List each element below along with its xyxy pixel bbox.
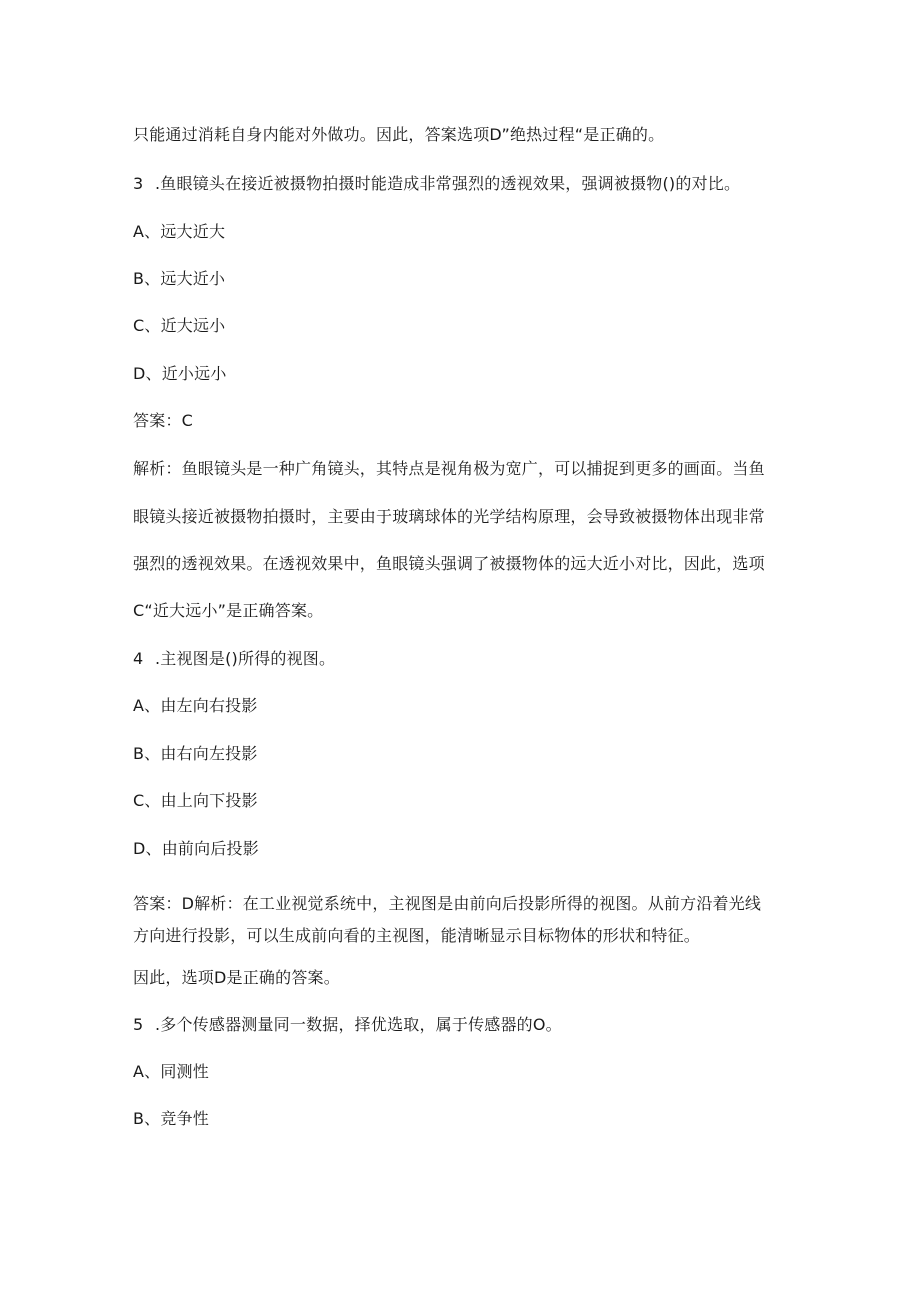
option-c: C、由上向下投影 bbox=[133, 791, 258, 810]
question-number: 5 bbox=[133, 1015, 144, 1034]
option-a: A、远大近大 bbox=[133, 222, 226, 241]
question-stem: .主视图是()所得的视图。 bbox=[155, 649, 336, 668]
option-b: B、竞争性 bbox=[133, 1109, 209, 1128]
question-stem: .鱼眼镜头在接近被摄物拍摄时能造成非常强烈的透视效果，强调被摄物()的对比。 bbox=[155, 174, 741, 193]
option-d: D、由前向后投影 bbox=[133, 839, 259, 858]
answer: 答案：C bbox=[133, 411, 193, 430]
option-b: B、由右向左投影 bbox=[133, 744, 258, 763]
explanation-line: 因此，选项D是正确的答案。 bbox=[133, 968, 340, 987]
question-number: 4 bbox=[133, 649, 144, 668]
option-a: A、同测性 bbox=[133, 1062, 209, 1081]
option-c: C、近大远小 bbox=[133, 316, 226, 335]
explanation-line: 方向进行投影，可以生成前向看的主视图，能清晰显示目标物体的形状和特征。 bbox=[133, 926, 701, 945]
option-d: D、近小远小 bbox=[133, 364, 227, 383]
text-line: 只能通过消耗自身内能对外做功。因此，答案选项D”绝热过程“是正确的。 bbox=[133, 125, 665, 144]
explanation-line: 眼镜头接近被摄物拍摄时，主要由于玻璃球体的光学结构原理，会导致被摄物体出现非常 bbox=[133, 507, 765, 526]
option-a: A、由左向右投影 bbox=[133, 696, 258, 715]
question-3 bbox=[133, 173, 740, 195]
explanation-line: C“近大远小”是正确答案。 bbox=[133, 601, 324, 620]
explanation-line: 解析：鱼眼镜头是一种广角镜头，其特点是视角极为宽广，可以捕捉到更多的画面。当鱼 bbox=[133, 459, 765, 478]
question-number: 3 bbox=[133, 174, 144, 193]
question-5 bbox=[133, 1014, 562, 1036]
question-4 bbox=[133, 648, 335, 670]
explanation-line: 强烈的透视效果。在透视效果中，鱼眼镜头强调了被摄物体的远大近小对比，因此，选项 bbox=[133, 554, 765, 573]
question-stem: .多个传感器测量同一数据，择优选取，属于传感器的O。 bbox=[155, 1015, 562, 1034]
option-b: B、远大近小 bbox=[133, 269, 226, 288]
answer-explanation-line: 答案：D解析：在工业视觉系统中，主视图是由前向后投影所得的视图。从前方沿着光线 bbox=[133, 894, 762, 913]
